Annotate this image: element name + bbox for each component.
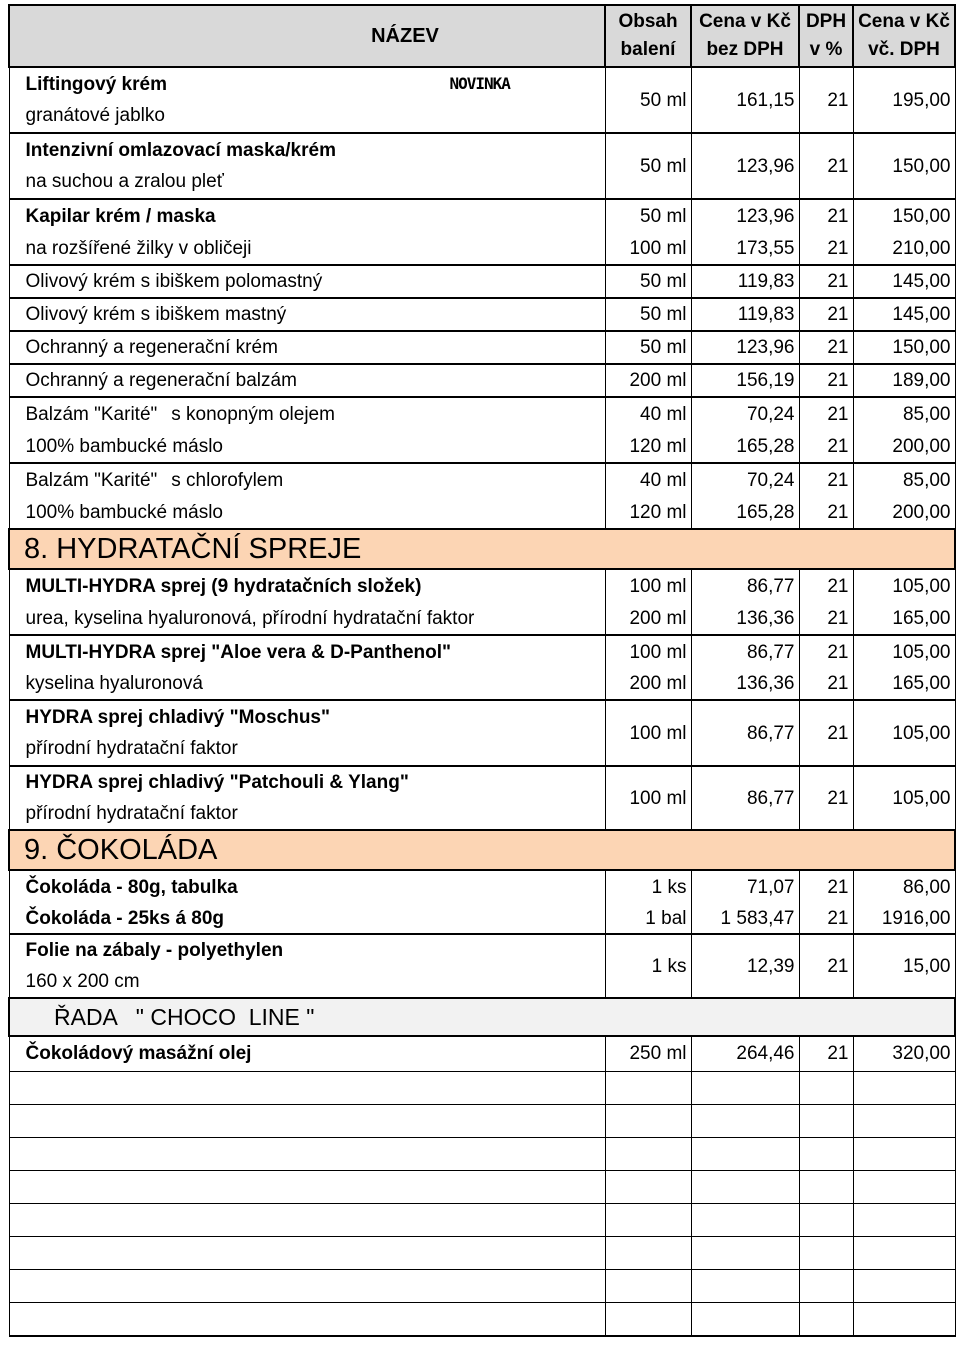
empty-row [9,1302,955,1336]
total: 150,00 [853,331,955,364]
col-header-total: Cena v Kč vč. DPH [853,5,955,67]
col-header-price: Cena v Kč bez DPH [691,5,799,67]
qty: 200 ml [605,603,691,635]
table-row [9,463,955,496]
table-row [9,603,955,635]
table-row [9,133,955,199]
table-row [9,766,955,830]
product-name: HYDRA sprej chladivý "Moschus" přírodní hydratační faktor [9,700,605,766]
table-row [9,700,955,766]
product-name: Olivový krém s ibiškem mastný [9,298,605,331]
table-row [9,430,955,463]
col-header-qty: Obsah balení [605,5,691,67]
vat: 21 [799,265,853,298]
vat: 21 [799,934,853,998]
vat: 21 [799,903,853,934]
qty: 100 ml [605,700,691,766]
product-name: kyselina hyaluronová [9,668,605,700]
vat: 21 [799,496,853,529]
qty: 50 ml [605,133,691,199]
table-header [9,5,955,67]
product-name: Olivový krém s ibiškem polomastný [9,265,605,298]
total: 145,00 [853,298,955,331]
table-row [9,298,955,331]
product-name: Čokoládový masážní olej [9,1036,605,1071]
empty-row [9,1269,955,1302]
table-row [9,364,955,397]
price: 123,96 [691,133,799,199]
table-row [9,265,955,298]
price: 165,28 [691,496,799,529]
table-row [9,397,955,430]
product-name: Ochranný a regenerační balzám [9,364,605,397]
table-row [9,635,955,668]
table-row [9,569,955,603]
qty: 50 ml [605,67,691,133]
qty: 100 ml [605,569,691,603]
subsection-title: ŘADA " CHOCO LINE " [9,998,955,1036]
product-name: Liftingový krém granátové jablko NOVINKA [9,67,605,133]
price: 136,36 [691,603,799,635]
new-badge: NOVINKA [449,74,510,93]
product-name: Čokoláda - 80g, tabulka [9,870,605,903]
vat: 21 [799,430,853,463]
section-title: 9. ČOKOLÁDA [9,830,955,870]
total: 105,00 [853,569,955,603]
total: 200,00 [853,430,955,463]
product-name: MULTI-HYDRA sprej (9 hydratačních složek) [9,569,605,603]
table-row [9,870,955,903]
table-row [9,668,955,700]
price: 161,15 [691,67,799,133]
empty-row [9,1203,955,1236]
qty: 100 ml [605,232,691,265]
empty-row [9,1137,955,1170]
price: 156,19 [691,364,799,397]
table-row [9,67,955,133]
product-name: Kapilar krém / maska [9,199,605,232]
product-name: MULTI-HYDRA sprej "Aloe vera & D-Panthenol" [9,635,605,668]
total: 210,00 [853,232,955,265]
total: 200,00 [853,496,955,529]
product-name: 100% bambucké máslo [9,430,605,463]
price: 12,39 [691,934,799,998]
total: 150,00 [853,199,955,232]
vat: 21 [799,603,853,635]
empty-row [9,1104,955,1137]
qty: 40 ml [605,463,691,496]
price: 70,24 [691,463,799,496]
product-name: Čokoláda - 25ks á 80g [9,903,605,934]
product-name: 100% bambucké máslo [9,496,605,529]
total: 195,00 [853,67,955,133]
table-row [9,331,955,364]
vat: 21 [799,635,853,668]
total: 85,00 [853,397,955,430]
col-header-vat: DPH v % [799,5,853,67]
product-name: Balzám "Karité" s chlorofylem [9,463,605,496]
total: 150,00 [853,133,955,199]
vat: 21 [799,463,853,496]
vat: 21 [799,668,853,700]
vat: 21 [799,199,853,232]
price: 86,77 [691,569,799,603]
table-row [9,199,955,232]
price: 119,83 [691,265,799,298]
subsection-header-choco-line [9,998,955,1036]
total: 189,00 [853,364,955,397]
table-row [9,934,955,998]
total: 86,00 [853,870,955,903]
price: 264,46 [691,1036,799,1071]
price: 86,77 [691,700,799,766]
total: 105,00 [853,635,955,668]
product-name: Intenzivní omlazovací maska/krém na suchou a zralou pleť [9,133,605,199]
section-title: 8. HYDRATAČNÍ SPREJE [9,529,955,569]
qty: 200 ml [605,364,691,397]
table-row [9,232,955,265]
table-row [9,496,955,529]
qty: 50 ml [605,331,691,364]
total: 85,00 [853,463,955,496]
table-row [9,903,955,934]
qty: 200 ml [605,668,691,700]
price: 165,28 [691,430,799,463]
qty: 1 ks [605,934,691,998]
total: 145,00 [853,265,955,298]
vat: 21 [799,364,853,397]
product-name: urea, kyselina hyaluronová, přírodní hydratační faktor [9,603,605,635]
vat: 21 [799,298,853,331]
price: 119,83 [691,298,799,331]
vat: 21 [799,766,853,830]
qty: 120 ml [605,430,691,463]
qty: 50 ml [605,265,691,298]
qty: 1 ks [605,870,691,903]
qty: 120 ml [605,496,691,529]
vat: 21 [799,1036,853,1071]
vat: 21 [799,397,853,430]
price-table [8,4,956,1337]
vat: 21 [799,232,853,265]
price: 86,77 [691,635,799,668]
price: 86,77 [691,766,799,830]
empty-row [9,1071,955,1104]
total: 320,00 [853,1036,955,1071]
section-header-chocolate [9,830,955,870]
price: 71,07 [691,870,799,903]
vat: 21 [799,133,853,199]
total: 15,00 [853,934,955,998]
vat: 21 [799,331,853,364]
product-name: na rozšířené žilky v obličeji [9,232,605,265]
qty: 100 ml [605,635,691,668]
price: 123,96 [691,331,799,364]
total: 105,00 [853,700,955,766]
price-list-sheet [8,4,954,1337]
empty-row [9,1170,955,1203]
table-row [9,1036,955,1071]
total: 1916,00 [853,903,955,934]
total: 165,00 [853,668,955,700]
qty: 50 ml [605,199,691,232]
product-name: HYDRA sprej chladivý "Patchouli & Ylang" přírodní hydratační faktor [9,766,605,830]
price: 173,55 [691,232,799,265]
qty: 100 ml [605,766,691,830]
price: 70,24 [691,397,799,430]
product-name: Folie na zábaly - polyethylen 160 x 200 cm [9,934,605,998]
qty: 1 bal [605,903,691,934]
price: 1 583,47 [691,903,799,934]
total: 105,00 [853,766,955,830]
qty: 250 ml [605,1036,691,1071]
empty-row [9,1236,955,1269]
vat: 21 [799,870,853,903]
vat: 21 [799,569,853,603]
price: 136,36 [691,668,799,700]
product-name: Balzám "Karité" s konopným olejem [9,397,605,430]
total: 165,00 [853,603,955,635]
price: 123,96 [691,199,799,232]
col-header-name: NÁZEV [9,5,605,67]
qty: 50 ml [605,298,691,331]
vat: 21 [799,67,853,133]
qty: 40 ml [605,397,691,430]
vat: 21 [799,700,853,766]
section-header-hydration-sprays [9,529,955,569]
product-name: Ochranný a regenerační krém [9,331,605,364]
